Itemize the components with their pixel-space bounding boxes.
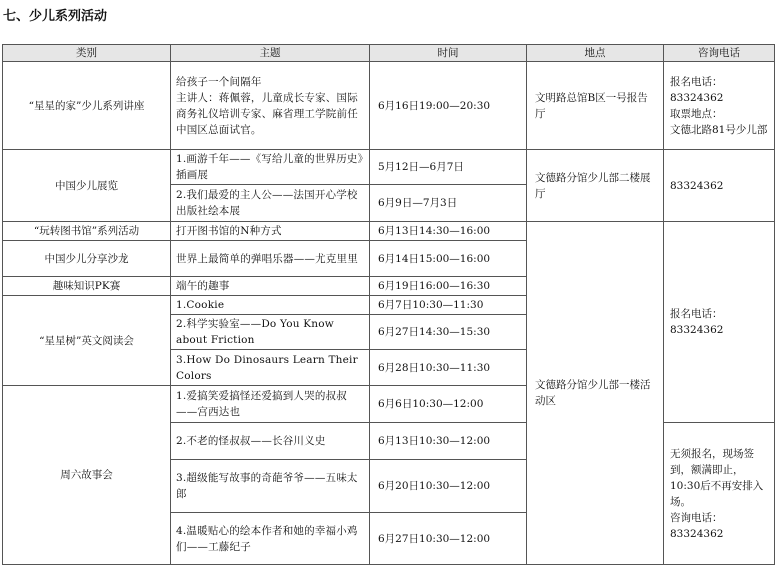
time-cell: 6月19日16:00—16:30: [370, 277, 527, 296]
time-cell: 6月7日10:30—11:30: [370, 296, 527, 315]
place-cell: 文德路分馆少儿部一楼活动区: [527, 222, 664, 565]
time-cell: 6月13日14:30—16:00: [370, 222, 527, 241]
time-cell: 6月13日10:30—12:00: [370, 423, 527, 460]
time-cell: 5月12日—6月7日: [370, 150, 527, 185]
phone-cell: 报名电话： 83324362 取票地点： 文德北路81号少儿部: [664, 62, 775, 150]
category-cell: 趣味知识PK赛: [3, 277, 171, 296]
table-row: [3, 150, 775, 185]
topic-cell: 给孩子一个间隔年 主讲人：蒋佩蓉，儿童成长专家、国际商务礼仪培训专家、麻省理工学院前任中国区总面试官。: [171, 62, 370, 150]
topic-cell: 世界上最简单的弹唱乐器——尤克里里: [171, 241, 370, 277]
table-row: [3, 222, 775, 241]
topic-cell: 1.画游千年——《写给儿童的世界历史》插画展: [171, 150, 370, 185]
category-cell: 周六故事会: [3, 386, 171, 565]
header-topic: 主题: [171, 45, 370, 62]
header-category: 类别: [3, 45, 171, 62]
category-cell: “星星树”英文阅读会: [3, 296, 171, 386]
topic-cell: 3.超级能写故事的奇葩爷爷——五味太郎: [171, 460, 370, 513]
kids-activity-table: [2, 44, 775, 565]
category-cell: 中国少儿分享沙龙: [3, 241, 171, 277]
time-cell: 6月6日10:30—12:00: [370, 386, 527, 423]
category-cell: 中国少儿展览: [3, 150, 171, 222]
time-cell: 6月16日19:00—20:30: [370, 62, 527, 150]
header-time: 时间: [370, 45, 527, 62]
time-cell: 6月14日15:00—16:00: [370, 241, 527, 277]
topic-cell: 1.爱搞笑爱搞怪还爱搞到人哭的叔叔——宫西达也: [171, 386, 370, 423]
topic-cell: 2.我们最爱的主人公——法国开心学校出版社绘本展: [171, 185, 370, 222]
time-cell: 6月9日—7月3日: [370, 185, 527, 222]
time-cell: 6月27日10:30—12:00: [370, 513, 527, 565]
category-cell: “星星的家”少儿系列讲座: [3, 62, 171, 150]
header-place: 地点: [527, 45, 664, 62]
topic-cell: 打开图书馆的N种方式: [171, 222, 370, 241]
time-cell: 6月20日10:30—12:00: [370, 460, 527, 513]
topic-cell: 3.How Do Dinosaurs Learn Their Colors: [171, 350, 370, 386]
header-phone: 咨询电话: [664, 45, 775, 62]
topic-cell: 2.科学实验室——Do You Know about Friction: [171, 315, 370, 350]
section-title: 七、少儿系列活动: [3, 9, 108, 24]
topic-cell: 1.Cookie: [171, 296, 370, 315]
table-header-row: [3, 45, 775, 62]
phone-cell: 83324362: [664, 150, 775, 222]
topic-cell: 端午的趣事: [171, 277, 370, 296]
topic-cell: 2.不老的怪叔叔——长谷川义史: [171, 423, 370, 460]
category-cell: “玩转图书馆”系列活动: [3, 222, 171, 241]
table-row: [3, 62, 775, 150]
phone-cell: 无须报名，现场签到，额满即止，10:30后不再安排入场。 咨询电话： 83324362: [664, 423, 775, 565]
place-cell: 文明路总馆B区一号报告厅: [527, 62, 664, 150]
time-cell: 6月28日10:30—11:30: [370, 350, 527, 386]
topic-cell: 4.温暖贴心的绘本作者和她的幸福小鸡们——工藤纪子: [171, 513, 370, 565]
phone-cell: 报名电话： 83324362: [664, 222, 775, 423]
time-cell: 6月27日14:30—15:30: [370, 315, 527, 350]
place-cell: 文德路分馆少儿部二楼展厅: [527, 150, 664, 222]
